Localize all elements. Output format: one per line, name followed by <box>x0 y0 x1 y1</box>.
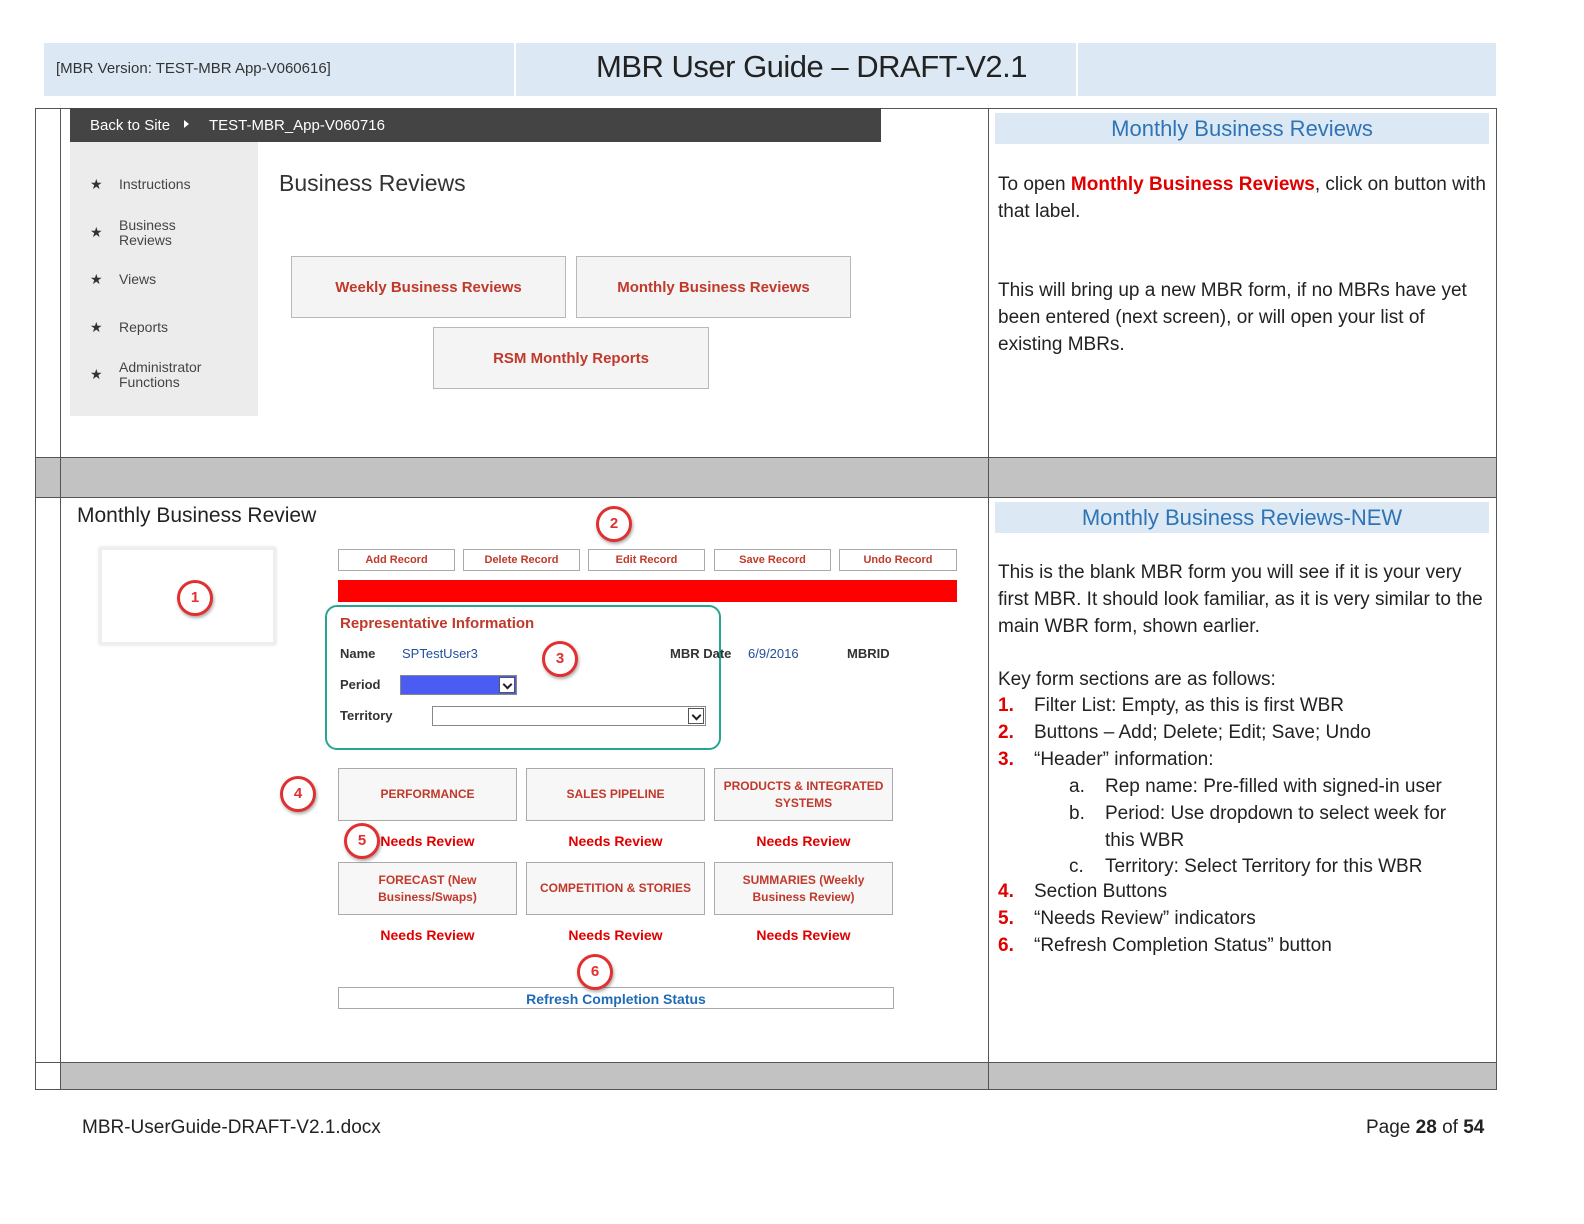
section2-paragraph2: Key form sections are as follows: <box>998 669 1276 690</box>
mbr-date-label: MBR Date <box>670 646 732 661</box>
section-heading-monthly-business-reviews: Monthly Business Reviews <box>995 113 1489 144</box>
territory-select[interactable] <box>432 706 706 726</box>
chevron-down-icon <box>499 677 515 693</box>
callout-2: 2 <box>596 506 632 542</box>
document-title: MBR User Guide – DRAFT-V2.1 <box>596 49 1027 84</box>
version-label: [MBR Version: TEST-MBR App-V060616] <box>56 60 331 77</box>
needs-review-indicator: Needs Review <box>756 833 851 849</box>
rep-info-heading: Representative Information <box>340 615 535 632</box>
sales-pipeline-button[interactable]: SALES PIPELINE <box>526 768 705 821</box>
needs-review-indicator: Needs Review <box>380 927 475 943</box>
mbrid-label: MBRID <box>847 646 890 661</box>
star-icon: ★ <box>90 319 103 335</box>
delete-record-button[interactable]: Delete Record <box>463 549 580 571</box>
footer-page-number: Page 28 of 54 <box>1366 1117 1485 1138</box>
needs-review-indicator: Needs Review <box>756 927 851 943</box>
name-value: SPTestUser3 <box>402 646 478 661</box>
star-icon: ★ <box>90 224 103 240</box>
section1-paragraph2: This will bring up a new MBR form, if no MBRs have yet been entered (next screen), or will open your list of existing MBRs. <box>998 280 1467 355</box>
products-integrated-systems-button[interactable]: PRODUCTS & INTEGRATED SYSTEMS <box>714 768 893 821</box>
callout-3: 3 <box>542 641 578 677</box>
competition-stories-button[interactable]: COMPETITION & STORIES <box>526 862 705 915</box>
star-icon: ★ <box>90 176 103 192</box>
territory-label: Territory <box>340 708 393 723</box>
forecast-button[interactable]: FORECAST (New Business/Swaps) <box>338 862 517 915</box>
page-header <box>44 43 1496 96</box>
period-select[interactable] <box>400 675 517 695</box>
save-record-button[interactable]: Save Record <box>714 549 831 571</box>
needs-review-indicator: Needs Review <box>380 833 475 849</box>
callout-5: 5 <box>344 823 380 859</box>
status-bar <box>338 580 957 602</box>
callout-1: 1 <box>177 580 213 616</box>
section1-paragraph1: To open Monthly Business Reviews, click on button with that label. <box>998 174 1486 222</box>
callout-4: 4 <box>280 776 316 812</box>
rsm-monthly-reports-button[interactable]: RSM Monthly Reports <box>433 327 709 389</box>
table-separator-row <box>35 457 1496 497</box>
footer-filename: MBR-UserGuide-DRAFT-V2.1.docx <box>82 1117 381 1138</box>
needs-review-indicator: Needs Review <box>568 833 663 849</box>
monthly-business-reviews-button[interactable]: Monthly Business Reviews <box>576 256 851 318</box>
back-to-site-link[interactable]: Back to Site <box>90 117 171 134</box>
chevron-down-icon <box>688 708 704 724</box>
star-icon: ★ <box>90 271 103 287</box>
section-heading-monthly-business-reviews-new: Monthly Business Reviews-NEW <box>995 502 1489 533</box>
site-top-bar <box>70 108 881 142</box>
name-label: Name <box>340 646 376 661</box>
callout-6: 6 <box>577 954 613 990</box>
edit-record-button[interactable]: Edit Record <box>588 549 705 571</box>
undo-record-button[interactable]: Undo Record <box>839 549 957 571</box>
performance-button[interactable]: PERFORMANCE <box>338 768 517 821</box>
side-navigation: ★ Instructions ★ Business Reviews ★ Views ★ Reports ★ Administrator Functions <box>70 142 258 416</box>
needs-review-indicator: Needs Review <box>568 927 663 943</box>
weekly-business-reviews-button[interactable]: Weekly Business Reviews <box>291 256 566 318</box>
mbr-date-value: 6/9/2016 <box>748 646 799 661</box>
mbr-form-title: Monthly Business Review <box>77 504 317 527</box>
refresh-completion-status-button[interactable]: Refresh Completion Status <box>338 987 894 1009</box>
breadcrumb-arrow-icon <box>184 120 189 128</box>
add-record-button[interactable]: Add Record <box>338 549 455 571</box>
star-icon: ★ <box>90 366 103 382</box>
section2-paragraph1: This is the blank MBR form you will see if it is your very first MBR. It should look familiar, as it is very similar to the main WBR form, shown earlier. <box>998 562 1483 637</box>
summaries-button[interactable]: SUMMARIES (Weekly Business Review) <box>714 862 893 915</box>
business-reviews-title: Business Reviews <box>279 170 466 196</box>
period-label: Period <box>340 677 381 692</box>
table-footer-row <box>60 1062 1496 1089</box>
site-name[interactable]: TEST-MBR_App-V060716 <box>209 117 385 134</box>
